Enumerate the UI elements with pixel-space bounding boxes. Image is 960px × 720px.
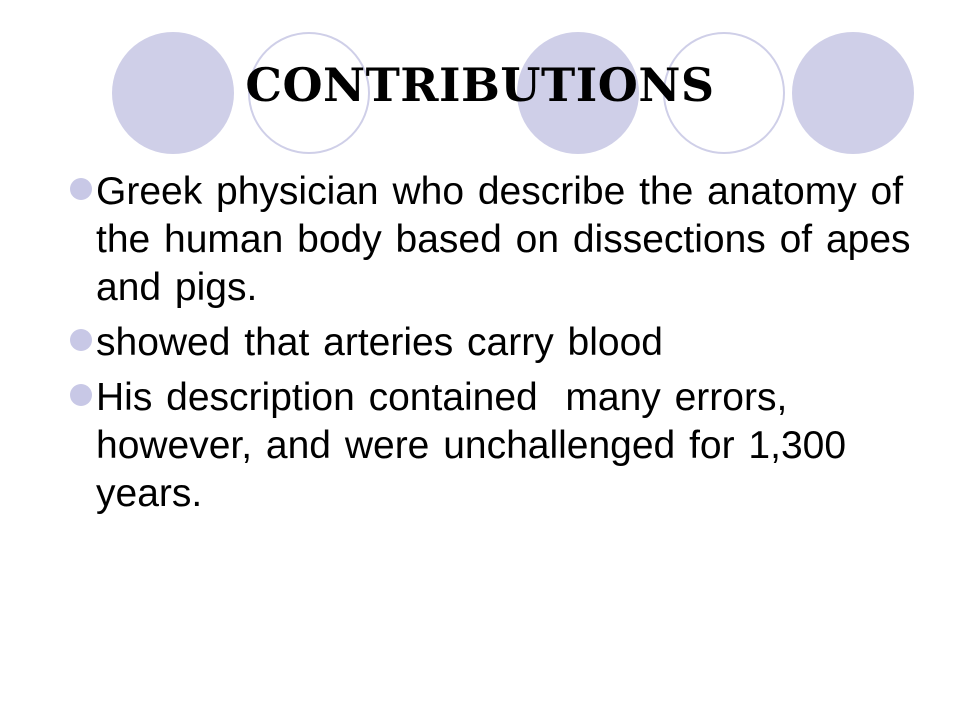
bullet-text: Greek physician who describe the anatomy of the human body based on dissections of apes and pigs. [96,170,911,309]
bullet-text: showed that arteries carry blood [96,321,663,364]
bullet-item [70,319,920,367]
bullet-dot-icon [70,178,92,200]
slide-title: CONTRIBUTIONS [245,58,715,112]
bullet-item [70,168,920,312]
bullet-text: His description contained many errors, however, and were unchallenged for 1,300 years. [96,376,860,515]
bullet-item [70,374,920,518]
bullet-dot-icon [70,384,92,406]
bullet-dot-icon [70,329,92,351]
bullet-list [70,168,920,525]
